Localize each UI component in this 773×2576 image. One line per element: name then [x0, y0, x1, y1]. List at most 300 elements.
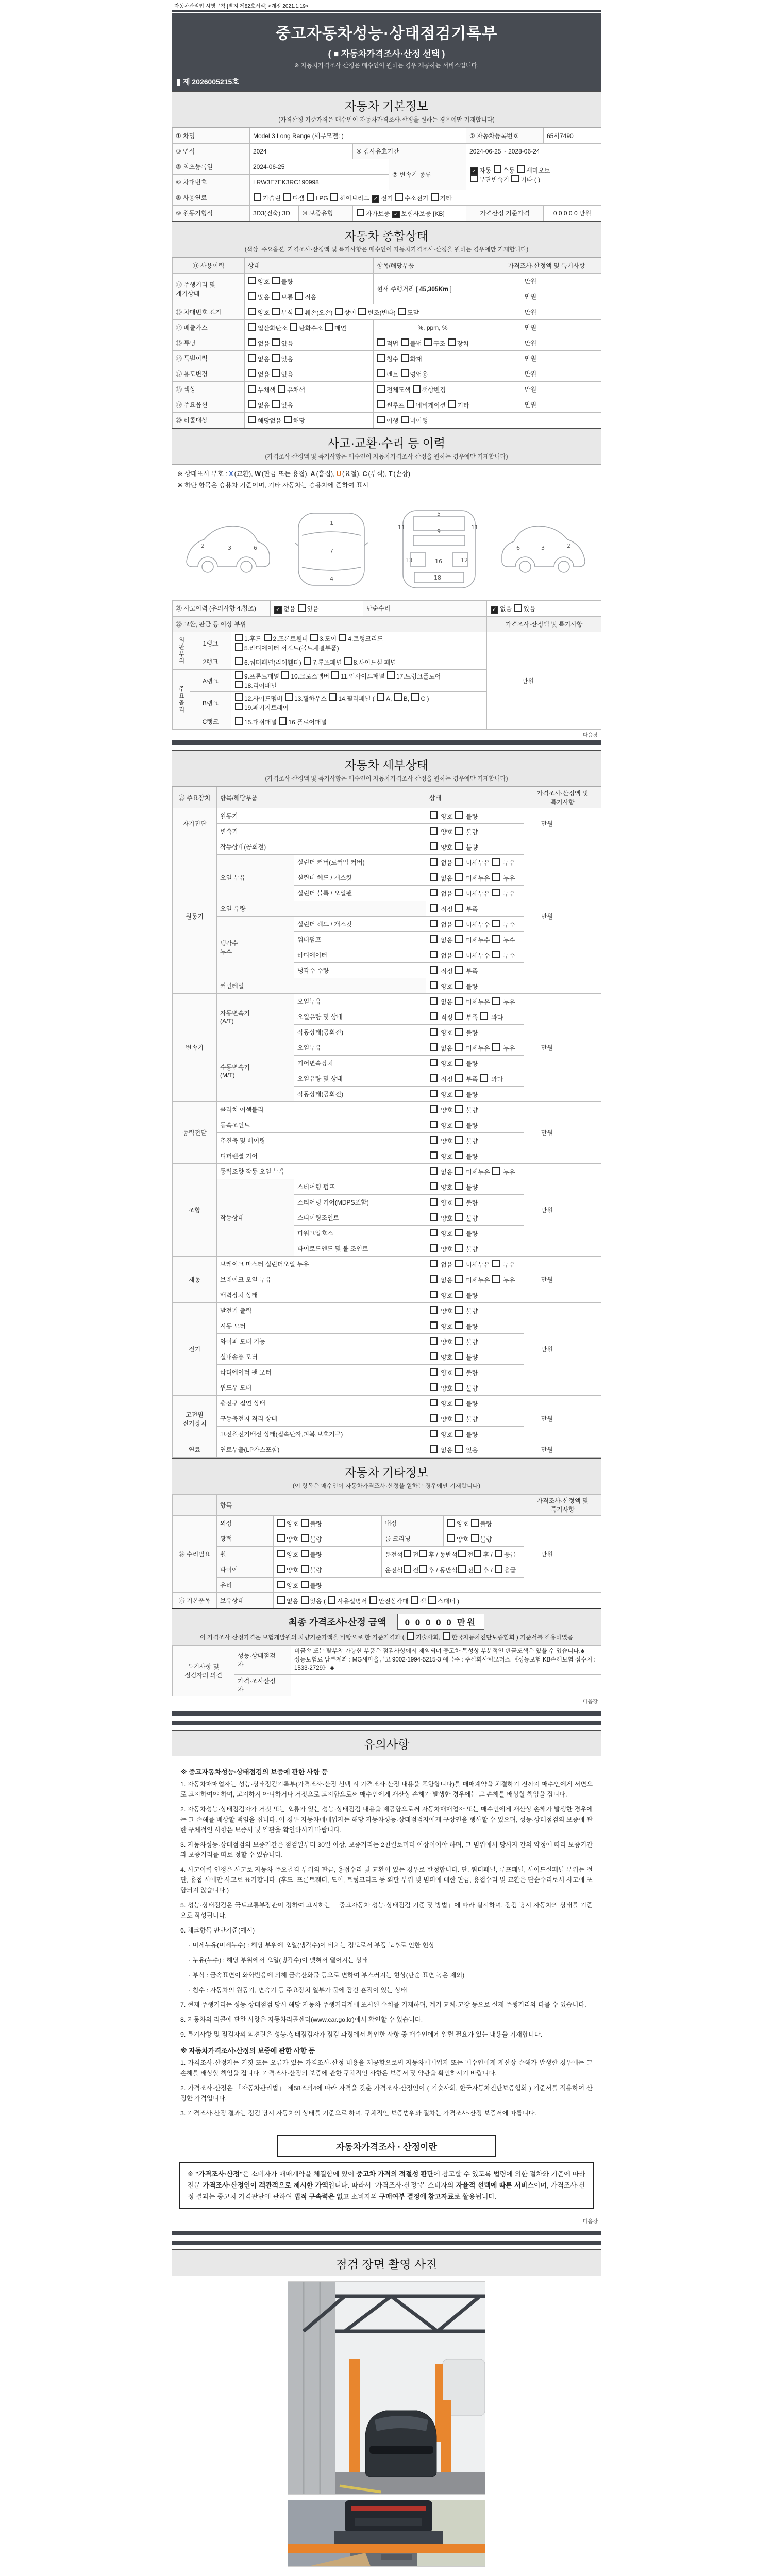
checkbox-unchecked[interactable]: [455, 1182, 463, 1190]
pricing-definition-text: ※ "가격조사·산정"은 소비자가 매매계약을 체결함에 있어 중고차 가격의 적절성 판단에 참고할 수 있도록 법령에 의한 절차와 기준에 따라 전문 가격조사·산정인이 객관적으로 제시한 가액입니다. 따라서 "가격조사·산정"은 소비자의 자율적 선택에 따른 서비스이며, 가격조사·산정 결과는 중고차 가격판단에 관하여 법적 구속력은 없고 소비자의 구매여부 결정에 참고자료로 활용됩니다.: [179, 2162, 594, 2209]
checkbox-unchecked[interactable]: [455, 1059, 463, 1066]
checkbox-unchecked[interactable]: [455, 858, 463, 866]
checkbox-unchecked[interactable]: [307, 193, 314, 201]
checkbox-unchecked[interactable]: [430, 1182, 438, 1190]
note-cell: [570, 1442, 601, 1458]
column-header: 항목: [217, 1495, 524, 1516]
checkbox-unchecked[interactable]: [430, 1229, 438, 1236]
checkbox-unchecked[interactable]: [328, 1596, 335, 1604]
checkbox-unchecked[interactable]: [284, 416, 292, 423]
item-cell: 실린더 커버(로커암 커버): [294, 855, 426, 870]
price-cell: 만원: [492, 335, 569, 351]
checkbox-unchecked[interactable]: [304, 657, 311, 665]
checkbox-unchecked[interactable]: [455, 1430, 463, 1437]
row-label: 단순수리: [363, 601, 487, 616]
checkbox-unchecked[interactable]: [455, 951, 463, 958]
checkbox-unchecked[interactable]: [492, 1275, 500, 1283]
checkbox-unchecked[interactable]: [264, 634, 272, 641]
checkbox-unchecked[interactable]: [495, 1550, 502, 1557]
item-cell: 오일유량 및 상태: [294, 1009, 426, 1025]
checkbox-unchecked[interactable]: [455, 981, 463, 989]
checkbox-unchecked[interactable]: [455, 1399, 463, 1406]
item-cell: 브레이크 마스터 실린더오일 누유: [217, 1257, 426, 1272]
svg-text:3: 3: [541, 545, 545, 551]
checkbox-unchecked[interactable]: [424, 338, 432, 346]
checkbox-unchecked[interactable]: [430, 1028, 438, 1036]
checkbox-unchecked[interactable]: [235, 717, 243, 725]
checkbox-unchecked[interactable]: [430, 935, 438, 943]
checkbox-unchecked[interactable]: [301, 1534, 309, 1542]
checkbox-unchecked[interactable]: [272, 277, 280, 284]
checkbox-unchecked[interactable]: [455, 1151, 463, 1159]
status-checks: 없음 미세누수 누수: [426, 932, 524, 947]
checkbox-unchecked[interactable]: [448, 400, 456, 408]
checkbox-unchecked[interactable]: [301, 1581, 309, 1588]
checkbox-unchecked[interactable]: [447, 1534, 455, 1542]
device-label: 특기사항 및 점검자의 의견: [173, 1646, 234, 1696]
checkbox-unchecked[interactable]: [248, 338, 256, 346]
checkbox-unchecked[interactable]: [492, 997, 500, 1005]
note-cell: [569, 632, 601, 730]
checkbox-unchecked[interactable]: [455, 1213, 463, 1221]
document-number-text: 제 2026005215호: [183, 78, 239, 86]
status-checks: 양호 불량: [274, 1562, 382, 1578]
checkbox-unchecked[interactable]: [428, 1596, 436, 1604]
column-header: ⑪ 사용이력: [173, 258, 245, 274]
checkbox-unchecked[interactable]: [492, 873, 500, 881]
checkbox-unchecked[interactable]: [455, 920, 463, 927]
checkbox-unchecked[interactable]: [407, 1632, 414, 1640]
checkbox-unchecked[interactable]: [395, 193, 403, 201]
checkbox-unchecked[interactable]: [344, 657, 352, 665]
checkbox-unchecked[interactable]: [401, 369, 409, 377]
note-cell: [570, 1303, 601, 1396]
checkbox-unchecked[interactable]: [455, 1136, 463, 1144]
checkbox-unchecked[interactable]: [277, 1581, 285, 1588]
status-checks: 양호 불량: [426, 1117, 524, 1133]
checkbox-unchecked[interactable]: [290, 323, 297, 331]
item-cell: 오일누유: [294, 994, 426, 1009]
device-label: ㉔ 수리필요: [173, 1516, 217, 1593]
bar-icon: [177, 79, 180, 86]
checkbox-unchecked[interactable]: [455, 1414, 463, 1422]
checkbox-checked[interactable]: ✓: [470, 167, 478, 175]
checkbox-unchecked[interactable]: [357, 209, 364, 216]
checkbox-unchecked[interactable]: [458, 1565, 466, 1573]
checkbox-unchecked[interactable]: [295, 292, 303, 300]
checkbox-unchecked[interactable]: [455, 1198, 463, 1206]
checkbox-unchecked[interactable]: [455, 873, 463, 881]
checkbox-unchecked[interactable]: [430, 1167, 438, 1175]
checkbox-unchecked[interactable]: [430, 1043, 438, 1051]
checkbox-unchecked[interactable]: [295, 308, 303, 315]
notice-item: · 침수 : 자동차의 원동기, 변속기 등 주요장치 일부가 물에 잠긴 흔적이 있는 상태: [189, 1986, 407, 1994]
checkbox-checked[interactable]: ✓: [392, 211, 400, 218]
checkbox-unchecked[interactable]: [272, 338, 280, 346]
checkbox-unchecked[interactable]: [394, 693, 402, 701]
checkbox-unchecked[interactable]: [419, 1550, 427, 1557]
checkbox-unchecked[interactable]: [401, 354, 409, 362]
checkbox-unchecked[interactable]: [455, 1383, 463, 1391]
checkbox-unchecked[interactable]: [492, 935, 500, 943]
price-cell: 만원: [492, 274, 569, 289]
checkbox-unchecked[interactable]: [430, 904, 438, 912]
checkbox-unchecked[interactable]: [455, 889, 463, 896]
checkbox-unchecked[interactable]: [455, 1012, 463, 1020]
checkbox-unchecked[interactable]: [254, 193, 261, 201]
checkbox-unchecked[interactable]: [455, 1074, 463, 1082]
checkbox-unchecked[interactable]: [430, 1291, 438, 1298]
checkbox-unchecked[interactable]: [495, 1565, 502, 1573]
checkbox-unchecked[interactable]: [248, 292, 256, 300]
rank-label: A랭크: [190, 670, 231, 692]
status-checks: 양호 불량: [426, 1334, 524, 1349]
checkbox-unchecked[interactable]: [298, 604, 306, 612]
checkbox-unchecked[interactable]: [455, 827, 463, 835]
checkbox-unchecked[interactable]: [272, 292, 280, 300]
checkbox-unchecked[interactable]: [430, 997, 438, 1005]
row-label: ㉑ 사고이력 (유의사항 4.참조): [173, 601, 271, 616]
status-checks: 양호 불량: [426, 1179, 524, 1195]
checkbox-unchecked[interactable]: [430, 1445, 438, 1453]
notice-item: 5. 성능·상태점검은 국토교통부장관이 정하여 고시하는 「중고자동차 성능·상태점검 기준 및 방법」에 따라 실시하며, 점검 당시 자동차의 상태를 기준으로 작성됩니다.: [180, 1902, 593, 1919]
checkbox-unchecked[interactable]: [455, 1043, 463, 1051]
checkbox-unchecked[interactable]: [329, 693, 337, 701]
checkbox-unchecked[interactable]: [430, 1260, 438, 1267]
checkbox-unchecked[interactable]: [248, 369, 256, 377]
field-label: ⑨ 원동기형식: [173, 206, 250, 221]
checkbox-unchecked[interactable]: [430, 858, 438, 866]
checkbox-unchecked[interactable]: [377, 385, 385, 393]
notice-item: 3. 가격조사·산정 결과는 점검 당시 자동차의 상태를 기준으로 하며, 구체적인 보증범위와 절차는 가격조사·산정 보증서에 따릅니다.: [180, 2109, 536, 2117]
final-price-label: 최종 가격조사·산정 금액: [288, 1617, 386, 1628]
checkbox-unchecked[interactable]: [398, 308, 406, 315]
checkbox-unchecked[interactable]: [310, 634, 318, 641]
checkbox-unchecked[interactable]: [430, 1430, 438, 1437]
checkbox-unchecked[interactable]: [471, 1519, 479, 1527]
damage-code-label: (흠집),: [316, 470, 337, 478]
checkbox-unchecked[interactable]: [430, 1337, 438, 1345]
checkbox-unchecked[interactable]: [272, 369, 280, 377]
notice-section-title: ※ 자동차가격조사·산정의 보증에 관한 사항 등: [180, 2047, 315, 2055]
checkbox-unchecked[interactable]: [455, 935, 463, 943]
status-checks: 양호 불량: [426, 808, 524, 824]
note-cell: [570, 994, 601, 1102]
checkbox-unchecked[interactable]: [455, 1260, 463, 1267]
item-cell: 파워고압호스: [294, 1226, 426, 1241]
checkbox-unchecked[interactable]: [430, 1244, 438, 1252]
rank-label: 2랭크: [190, 654, 231, 670]
checkbox-unchecked[interactable]: [401, 338, 409, 346]
checkbox-checked[interactable]: ✓: [491, 606, 498, 614]
checkbox-unchecked[interactable]: [235, 643, 243, 651]
checkbox-unchecked[interactable]: [447, 1519, 455, 1527]
checkbox-unchecked[interactable]: [430, 966, 438, 974]
table-row: [173, 808, 601, 824]
checkbox-unchecked[interactable]: [455, 1121, 463, 1128]
status-checks: 양호 불량: [426, 1380, 524, 1396]
checkbox-unchecked[interactable]: [377, 354, 385, 362]
vehicle-damage-diagram: [172, 493, 601, 600]
checkbox-unchecked[interactable]: [407, 400, 414, 408]
checkbox-unchecked[interactable]: [430, 842, 438, 850]
checkbox-unchecked[interactable]: [455, 1337, 463, 1345]
checkbox-unchecked[interactable]: [455, 1105, 463, 1113]
checkbox-unchecked[interactable]: [455, 1028, 463, 1036]
checkbox-unchecked[interactable]: [517, 165, 525, 173]
checkbox-unchecked[interactable]: [377, 400, 385, 408]
subgroup-label: 오일 유량: [217, 901, 426, 917]
checkbox-unchecked[interactable]: [235, 703, 243, 710]
checkbox-unchecked[interactable]: [248, 277, 256, 284]
checkbox-unchecked[interactable]: [279, 717, 287, 725]
checkbox-unchecked[interactable]: [443, 1632, 450, 1640]
checkbox-unchecked[interactable]: [411, 693, 419, 701]
checkbox-unchecked[interactable]: [430, 1352, 438, 1360]
column-header: 가격조사·산정액 및 특기사항: [524, 1495, 601, 1516]
checkbox-unchecked[interactable]: [277, 1534, 285, 1542]
status-checks: 없음 미세누유 누유: [426, 870, 524, 886]
checkbox-unchecked[interactable]: [455, 1167, 463, 1175]
section-title: 자동차 세부상태: [345, 758, 428, 772]
checkbox-unchecked[interactable]: [492, 951, 500, 958]
checkbox-unchecked[interactable]: [474, 1565, 481, 1573]
checkbox-unchecked[interactable]: [404, 1565, 411, 1573]
checkbox-unchecked[interactable]: [455, 1090, 463, 1097]
damage-code-legend: [172, 465, 601, 493]
checkbox-unchecked[interactable]: [285, 693, 293, 701]
checkbox-unchecked[interactable]: [511, 175, 519, 182]
checkbox-unchecked[interactable]: [492, 1043, 500, 1051]
checkbox-unchecked[interactable]: [514, 604, 522, 612]
checkbox-unchecked[interactable]: [430, 1074, 438, 1082]
checkbox-unchecked[interactable]: [377, 693, 384, 701]
checkbox-checked[interactable]: ✓: [274, 606, 282, 614]
checkbox-unchecked[interactable]: [235, 671, 243, 679]
legend-prefix: ※ 상태표시 부호 :: [177, 470, 229, 478]
checkbox-unchecked[interactable]: [272, 400, 280, 408]
checkbox-unchecked[interactable]: [430, 1198, 438, 1206]
price-cell: 만원: [524, 839, 570, 994]
checkbox-unchecked[interactable]: [377, 416, 385, 423]
checkbox-unchecked[interactable]: [272, 354, 280, 362]
checkbox-unchecked[interactable]: [339, 634, 346, 641]
inspector-opinion-table: [172, 1645, 601, 1696]
checkbox-unchecked[interactable]: [458, 1550, 466, 1557]
checkbox-unchecked[interactable]: [430, 1121, 438, 1128]
checkbox-unchecked[interactable]: [301, 1519, 309, 1527]
checkbox-unchecked[interactable]: [430, 1213, 438, 1221]
checkbox-unchecked[interactable]: [411, 1596, 418, 1604]
checkbox-unchecked[interactable]: [430, 811, 438, 819]
checkbox-unchecked[interactable]: [301, 1550, 309, 1557]
table-row: [173, 1593, 601, 1608]
checkbox-unchecked[interactable]: [455, 1291, 463, 1298]
checkbox-unchecked[interactable]: [492, 1167, 500, 1175]
first-registration-value: 2024-06-25: [250, 159, 389, 175]
checkbox-unchecked[interactable]: [369, 1596, 377, 1604]
checkbox-unchecked[interactable]: [401, 416, 409, 423]
price-cell: 만원: [524, 1164, 570, 1257]
checkbox-unchecked[interactable]: [430, 1275, 438, 1283]
damage-code-label: (교환),: [234, 470, 255, 478]
checkbox-unchecked[interactable]: [331, 671, 339, 679]
checkbox-unchecked[interactable]: [430, 951, 438, 958]
damage-code-A: A: [310, 470, 315, 478]
checkbox-unchecked[interactable]: [272, 308, 280, 315]
device-label: 제동: [173, 1257, 217, 1303]
subgroup-label: 냉각수 누수: [217, 917, 294, 978]
note-cell: [569, 397, 601, 413]
sub-label: 휠: [217, 1547, 274, 1562]
checkbox-unchecked[interactable]: [235, 657, 243, 665]
checkbox-unchecked[interactable]: [248, 385, 256, 393]
damage-code-C: C: [362, 470, 367, 478]
checkbox-unchecked[interactable]: [430, 889, 438, 896]
field-label: ⑥ 차대번호: [173, 175, 250, 190]
checkbox-unchecked[interactable]: [430, 1383, 438, 1391]
checkbox-unchecked[interactable]: [430, 1059, 438, 1066]
checkbox-unchecked[interactable]: [430, 1368, 438, 1376]
document-subnote: ※ 자동차가격조사·산정은 매수인이 원하는 경우 제공하는 서비스입니다.: [294, 63, 479, 69]
checkbox-unchecked[interactable]: [277, 1519, 285, 1527]
checkbox-checked[interactable]: ✓: [372, 195, 379, 203]
notice-item: 9. 특기사항 및 점검자의 의견란은 성능·상태점검자가 점검 과정에서 확인한 사항 중 매수인에게 알릴 필요가 있는 내용을 기재합니다.: [180, 2031, 543, 2039]
sub-label: 외장: [217, 1516, 274, 1531]
checkbox-unchecked[interactable]: [430, 1012, 438, 1020]
note-cell: [569, 382, 601, 397]
checkbox-unchecked[interactable]: [325, 323, 333, 331]
checkbox-unchecked[interactable]: [430, 920, 438, 927]
comprehensive-state-table: [172, 258, 601, 428]
status-checks: 양호 불량: [426, 1195, 524, 1210]
checkbox-unchecked[interactable]: [301, 1565, 309, 1573]
price-cell: 만원: [492, 366, 569, 382]
section-comprehensive: [172, 221, 601, 258]
svg-text:3: 3: [228, 545, 231, 551]
sub-label: 룸 크리닝: [382, 1531, 444, 1547]
section-subtitle: (가격조사·산정액 및 특기사항은 매수인이 자동차가격조사·산정을 원하는 경우에만 기재합니다): [265, 776, 508, 782]
checkbox-unchecked[interactable]: [455, 1445, 463, 1453]
price-cell: 만원: [487, 632, 569, 730]
checkbox-unchecked[interactable]: [455, 842, 463, 850]
checkbox-unchecked[interactable]: [430, 1399, 438, 1406]
checkbox-unchecked[interactable]: [248, 400, 256, 408]
checkbox-unchecked[interactable]: [431, 193, 439, 201]
checkbox-unchecked[interactable]: [330, 193, 338, 201]
checkbox-unchecked[interactable]: [455, 1229, 463, 1236]
checkbox-unchecked[interactable]: [455, 997, 463, 1005]
notice-item: · 미세누유(미세누수) : 해당 부위에 오일(냉각수)이 비치는 정도로서 부품 노후로 인한 현상: [189, 1941, 435, 1949]
note-cell: [570, 1164, 601, 1257]
notice-item: · 부식 : 금속표면이 화학반응에 의해 금속산화물 등으로 변하여 부스러지는 현상(단순 표면 녹은 제외): [189, 1971, 465, 1979]
checkbox-unchecked[interactable]: [281, 671, 289, 679]
checkbox-unchecked[interactable]: [277, 1596, 285, 1604]
checkbox-unchecked[interactable]: [413, 385, 421, 393]
checkbox-unchecked[interactable]: [430, 1090, 438, 1097]
checkbox-unchecked[interactable]: [455, 966, 463, 974]
status-checks: 해당없음 해당: [245, 413, 374, 428]
checkbox-unchecked[interactable]: [430, 873, 438, 881]
checkbox-unchecked[interactable]: [248, 354, 256, 362]
checkbox-unchecked[interactable]: [430, 1105, 438, 1113]
checkbox-unchecked[interactable]: [248, 323, 256, 331]
item-cell: 디퍼렌셜 기어: [217, 1148, 426, 1164]
checkbox-unchecked[interactable]: [404, 1550, 411, 1557]
table-row: [173, 839, 601, 855]
checkbox-unchecked[interactable]: [235, 681, 243, 688]
checkbox-unchecked[interactable]: [492, 1260, 500, 1267]
status-checks: 양호 불량: [426, 1025, 524, 1040]
checkbox-unchecked[interactable]: [278, 385, 285, 393]
checkbox-unchecked[interactable]: [248, 308, 256, 315]
opinion-text: [291, 1675, 601, 1696]
checkbox-unchecked[interactable]: [430, 981, 438, 989]
checkbox-unchecked[interactable]: [492, 889, 500, 896]
damage-code-W: W: [255, 470, 261, 478]
checkbox-unchecked[interactable]: [455, 1321, 463, 1329]
checkbox-unchecked[interactable]: [471, 1534, 479, 1542]
status-checks: 양호 불량: [426, 839, 524, 855]
row-label: ⑰ 용도변경: [173, 366, 245, 382]
checkbox-unchecked[interactable]: [455, 1352, 463, 1360]
checkbox-unchecked[interactable]: [455, 904, 463, 912]
checkbox-unchecked[interactable]: [494, 165, 501, 173]
checkbox-unchecked[interactable]: [455, 1244, 463, 1252]
checkbox-unchecked[interactable]: [430, 1321, 438, 1329]
status-checks: 운전석 전 후 / 동반석 전 후 / 응급: [382, 1547, 524, 1562]
section-subtitle: (가격조사·산정액 및 특기사항은 매수인이 자동차가격조사·산정을 원하는 경우에만 기재합니다): [265, 454, 508, 460]
checkbox-unchecked[interactable]: [277, 1550, 285, 1557]
checkbox-unchecked[interactable]: [387, 671, 395, 679]
checkbox-unchecked[interactable]: [470, 175, 478, 182]
checkbox-unchecked[interactable]: [283, 193, 291, 201]
item-cell: 썬루프 네비게이션 기타: [374, 397, 492, 413]
checkbox-unchecked[interactable]: [480, 1012, 488, 1020]
checkbox-unchecked[interactable]: [455, 1306, 463, 1314]
checkbox-unchecked[interactable]: [248, 416, 256, 423]
checkbox-unchecked[interactable]: [474, 1550, 481, 1557]
checkbox-unchecked[interactable]: [448, 338, 456, 346]
checkbox-unchecked[interactable]: [235, 693, 243, 701]
checkbox-unchecked[interactable]: [377, 338, 385, 346]
sub-label: 광택: [217, 1531, 274, 1547]
checkbox-unchecked[interactable]: [455, 1368, 463, 1376]
status-checks: 양호 불량: [444, 1531, 524, 1547]
checkbox-unchecked[interactable]: [235, 634, 243, 641]
column-header: 항목/해당부품: [374, 258, 492, 274]
status-checks: 없음 있음: [426, 1442, 524, 1458]
checkbox-unchecked[interactable]: [430, 1306, 438, 1314]
checkbox-unchecked[interactable]: [480, 1074, 488, 1082]
checkbox-unchecked[interactable]: [492, 858, 500, 866]
checkbox-unchecked[interactable]: [455, 1275, 463, 1283]
device-label: 고전원 전기장치: [173, 1396, 217, 1442]
checkbox-unchecked[interactable]: [301, 1596, 309, 1604]
checkbox-unchecked[interactable]: [430, 1151, 438, 1159]
checkbox-unchecked[interactable]: [335, 308, 343, 315]
checkbox-unchecked[interactable]: [430, 827, 438, 835]
checkbox-unchecked[interactable]: [430, 1136, 438, 1144]
checkbox-unchecked[interactable]: [377, 369, 385, 377]
checkbox-unchecked[interactable]: [419, 1565, 427, 1573]
status-checks: 적정 부족: [426, 963, 524, 978]
checkbox-unchecked[interactable]: [277, 1565, 285, 1573]
checkbox-unchecked[interactable]: [358, 308, 366, 315]
checkbox-unchecked[interactable]: [430, 1414, 438, 1422]
checkbox-unchecked[interactable]: [455, 811, 463, 819]
checkbox-unchecked[interactable]: [492, 920, 500, 927]
